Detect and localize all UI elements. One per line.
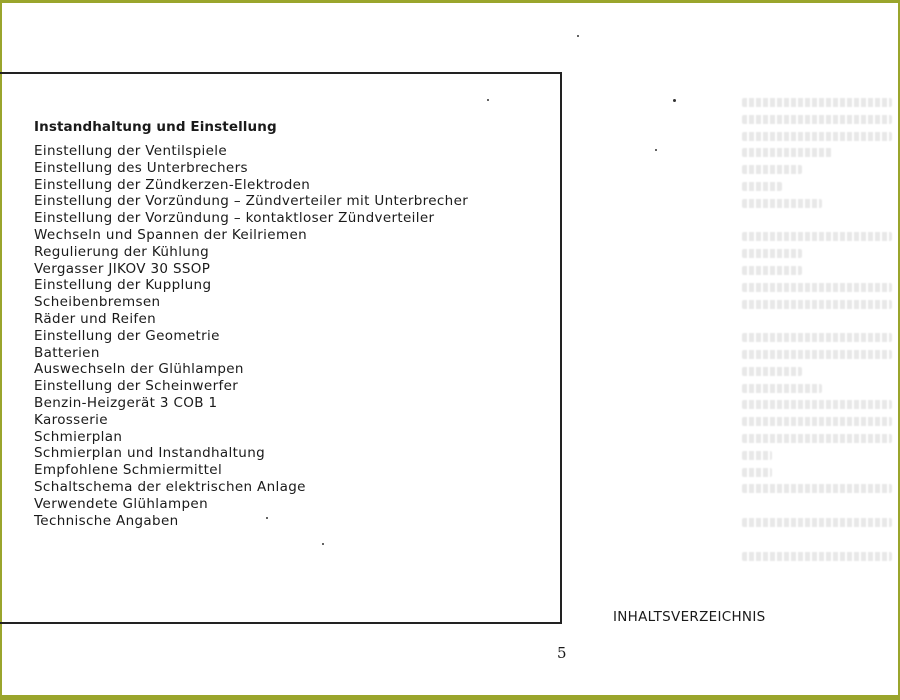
- scan-speck: [487, 99, 489, 101]
- toc-item: Karosserie: [34, 411, 108, 428]
- toc-item: Einstellung der Ventilspiele: [34, 143, 228, 159]
- table-of-contents-box: [0, 72, 562, 624]
- toc-item: Regulierung der Kühlung: [34, 243, 210, 260]
- toc-item: Batterien: [34, 344, 100, 361]
- toc-item: Einstellung der Vorzündung – Zündverteiler mit Unterbrecher: [34, 193, 469, 210]
- toc-item: Verwendete Glühlampen: [34, 495, 208, 512]
- scan-speck: [655, 149, 657, 151]
- toc-heading: Instandhaltung und Einstellung: [34, 119, 277, 135]
- scan-speck: [673, 99, 676, 102]
- toc-item: Einstellung des Unterbrechers: [34, 159, 248, 176]
- toc-list: [34, 143, 468, 529]
- bleed-through-text: [742, 98, 900, 568]
- toc-item: Benzin-Heizgerät 3 COB 1: [34, 394, 218, 411]
- toc-item: Vergasser JIKOV 30 SSOP: [34, 260, 211, 277]
- toc-item: Wechseln und Spannen der Keilriemen: [34, 226, 308, 243]
- toc-item: Auswechseln der Glühlampen: [34, 361, 244, 378]
- toc-item: Schmierplan: [34, 428, 123, 445]
- page-number: 5: [557, 644, 567, 662]
- section-title: INHALTSVERZEICHNIS: [613, 609, 766, 625]
- toc-item: Einstellung der Kupplung: [34, 277, 212, 294]
- toc-item: Schaltschema der elektrischen Anlage: [34, 478, 306, 495]
- page-border-bottom: [0, 695, 900, 700]
- toc-item: Empfohlene Schmiermittel: [34, 462, 223, 479]
- scan-speck: [266, 517, 268, 519]
- toc-item: Einstellung der Geometrie: [34, 327, 220, 344]
- toc-item: Räder und Reifen: [34, 310, 157, 327]
- toc-item: Einstellung der Zündkerzen-Elektroden: [34, 176, 311, 193]
- toc-item: Schmierplan und Instandhaltung: [34, 445, 266, 462]
- page-border-top: [0, 0, 900, 3]
- toc-item: Scheibenbremsen: [34, 294, 161, 311]
- scan-speck: [322, 543, 324, 545]
- scan-speck: [577, 35, 579, 37]
- toc-item: Technische Angaben: [34, 512, 179, 529]
- toc-item: Einstellung der Vorzündung – kontaktloser Zündverteiler: [34, 210, 435, 227]
- toc-item: Einstellung der Scheinwerfer: [34, 378, 239, 395]
